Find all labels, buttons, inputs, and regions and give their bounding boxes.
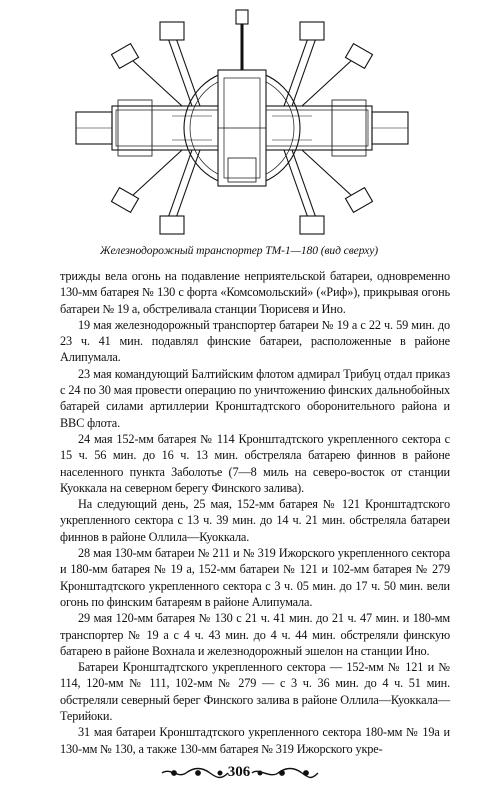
paragraph: 29 мая 120-мм батарея № 130 с 21 ч. 41 мин. до 21 ч. 47 мин. и 180-мм транспортер № 19 а с 4 ч. 43 мин. до 4 ч. 44 мин. обстреляли финскую батарею в районе Вохнала и железнодорожный эшелон на станции Ино. [60,611,450,658]
paragraph: 19 мая железнодорожный транспортер батареи № 19 а с 22 ч. 59 мин. до 23 ч. 41 мин. подавлял финские батареи, расположенные в районе Алипумала. [60,317,450,365]
paragraph: 24 мая 152-мм батарея № 114 Кронштадтского укрепленного сектора с 15 ч. 56 мин. до 16 ч. 13 мин. обстреляла батарею финнов в районе населенного пункта Заболотье (7—8 миль на северо-восток от станции Куоккала на северном берегу Финского залива). [60,431,450,495]
paragraph: 23 мая командующий Балтийским флотом адмирал Трибуц отдал приказ с 24 по 30 мая провести операцию по уничтожению финских дальнобойных батарей силами артиллерии Кронштадтского оборонительного района и ВВС флота. [60,366,450,430]
figure-caption: Железнодорожный транспортер ТМ-1—180 (вид сверху) [99,244,379,257]
transporter-drawing [72,8,412,240]
ornament-right-icon [250,766,320,780]
paragraph: трижды вела огонь на подавление неприятельской батареи, одновременно 130-мм батарея № 130 с форта «Комсомольский» («Риф»), прикрывая огонь батареи № 19 а, обстреливала станции Тюрисевя и Ино. [60,269,450,316]
body-text [60,268,450,757]
paragraph: 28 мая 130-мм батареи № 211 и № 319 Ижорского укрепленного сектора и 180-мм батарея № 19 а, 152-мм батареи № 121 и 102-мм батарея № 279 Кронштадтского укрепленного сектора с 3 ч. 05 мин. до 17 ч. 50 мин. вели огонь по финским батареям в районе Алипумала. [60,546,450,609]
paragraph: Батареи Кронштадтского укрепленного сектора — 152-мм № 121 и № 114, 120-мм № 111, 102-мм № 279 — с 3 ч. 36 мин. до 4 ч. 51 мин. обстреляли северный берег Финского залива в районе Оллила—Куоккала—Терийоки. [60,660,450,724]
page-number: 306 [227,764,251,780]
page-footer [0,762,478,786]
paragraph: 31 мая батареи Кронштадтского укрепленного сектора 180-мм № 19а и 130-мм № 130, а также 130-мм батарея № 319 Ижорского укре- [60,725,450,756]
paragraph: На следующий день, 25 мая, 152-мм батарея № 121 Кронштадтского укрепленного сектора с 13 ч. 39 мин. до 14 ч. 21 мин. обстреляла батареи финнов в районе Оллила—Куоккала. [60,497,450,544]
